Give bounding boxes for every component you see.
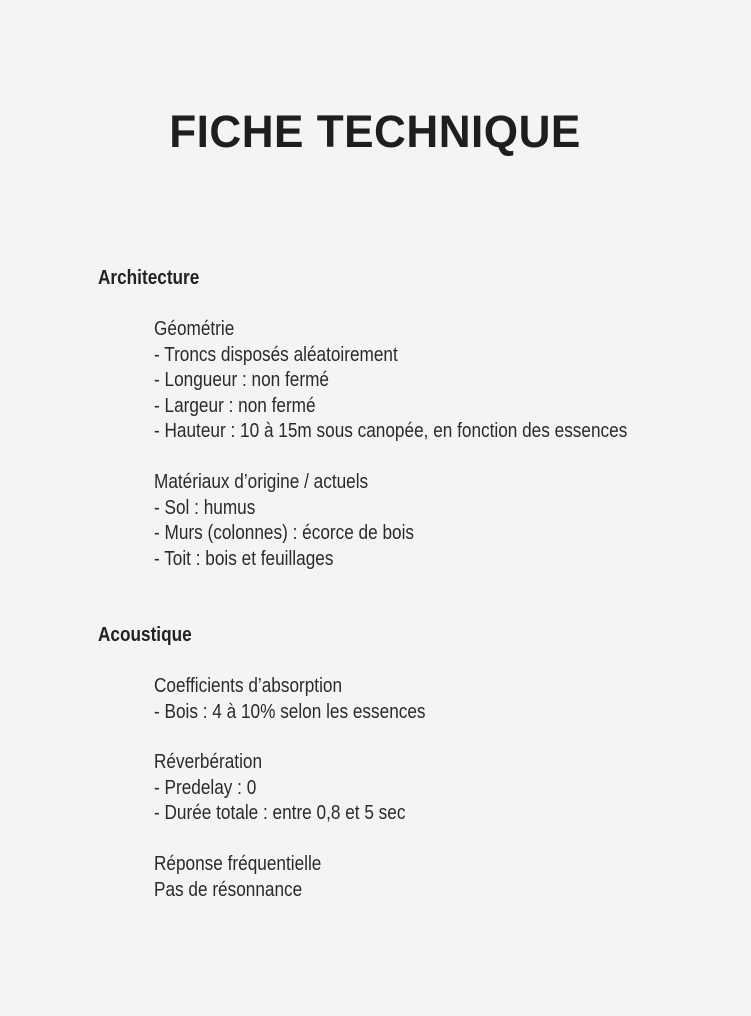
block-line: - Durée totale : entre 0,8 et 5 sec (154, 802, 406, 825)
block-coefficients (154, 674, 470, 725)
block-materiaux (154, 470, 704, 572)
block-line: - Troncs disposés aléatoirement (154, 343, 398, 366)
block-title: Coefficients d’absorption (154, 675, 343, 697)
block-line: - Hauteur : 10 à 15m sous canopée, en fonction des essences (154, 420, 628, 443)
block-line: - Toit : bois et feuillages (154, 547, 334, 570)
block-title: Matériaux d’origine / actuels (154, 470, 369, 493)
block-line: - Murs (colonnes) : écorce de bois (154, 522, 415, 545)
block-line: - Longueur : non fermé (154, 369, 329, 392)
block-title: Réverbération (154, 751, 263, 774)
block-line: Pas de résonnance (154, 878, 303, 901)
block-line: - Predelay : 0 (154, 776, 257, 799)
block-title: Géométrie (154, 318, 235, 340)
block-line: - Bois : 4 à 10% selon les essences (154, 700, 426, 723)
block-geometrie (154, 317, 704, 445)
page-title-text: FICHE TECHNIQUE (169, 106, 582, 157)
section-heading: Acoustique (98, 624, 192, 646)
block-line: - Largeur : non fermé (154, 394, 316, 417)
page-title (0, 106, 751, 158)
block-line: - Sol : humus (154, 496, 256, 519)
block-reverberation (154, 750, 470, 827)
section-heading: Architecture (98, 267, 200, 289)
block-reponse-frequentielle (154, 852, 470, 903)
section-acoustique (98, 623, 470, 903)
section-architecture (98, 266, 704, 572)
block-title: Réponse fréquentielle (154, 852, 322, 875)
